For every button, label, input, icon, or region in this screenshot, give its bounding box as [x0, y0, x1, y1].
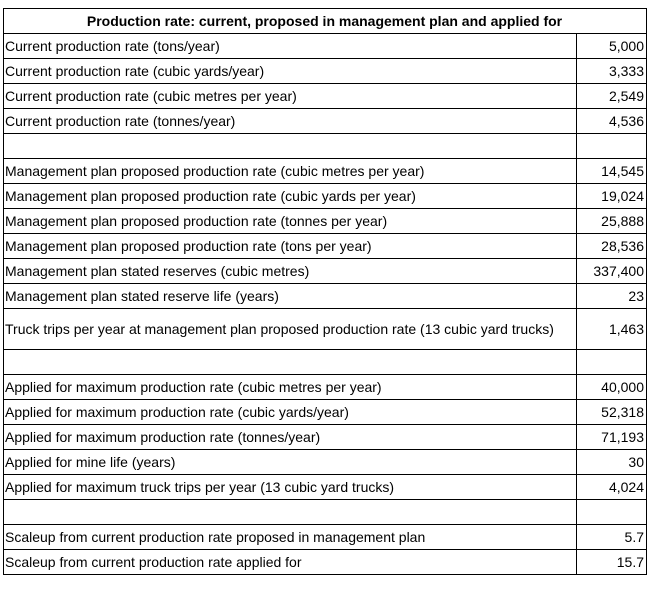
- row-label: Current production rate (cubic metres per year): [4, 84, 577, 109]
- row-value: 4,536: [577, 109, 647, 134]
- row-value: 3,333: [577, 59, 647, 84]
- row-label: Management plan proposed production rate (cubic yards per year): [4, 184, 577, 209]
- row-value: 28,536: [577, 234, 647, 259]
- row-label: Applied for maximum production rate (cubic yards/year): [4, 400, 577, 425]
- table-row: [4, 375, 647, 400]
- row-value: 30: [577, 450, 647, 475]
- row-label: Scaleup from current production rate applied for: [4, 550, 577, 575]
- row-label: Applied for maximum production rate (cubic metres per year): [4, 375, 577, 400]
- table-row: [4, 400, 647, 425]
- row-label: Management plan stated reserve life (years): [4, 284, 577, 309]
- table-row: [4, 59, 647, 84]
- row-value: 19,024: [577, 184, 647, 209]
- row-value: 337,400: [577, 259, 647, 284]
- table-row: [4, 425, 647, 450]
- table-row: [4, 525, 647, 550]
- table-row: [4, 309, 647, 350]
- table-row: [4, 550, 647, 575]
- row-value: 23: [577, 284, 647, 309]
- row-label: Management plan proposed production rate (tonnes per year): [4, 209, 577, 234]
- table-row: [4, 234, 647, 259]
- row-value: 52,318: [577, 400, 647, 425]
- spacer-row: [4, 350, 647, 375]
- production-rate-sheet: [3, 8, 646, 575]
- row-value: 5.7: [577, 525, 647, 550]
- table-row: [4, 159, 647, 184]
- table-row: [4, 184, 647, 209]
- table-row: [4, 284, 647, 309]
- row-label: Applied for maximum truck trips per year (13 cubic yard trucks): [4, 475, 577, 500]
- row-value: 15.7: [577, 550, 647, 575]
- row-value: 5,000: [577, 34, 647, 59]
- row-value: 1,463: [577, 309, 647, 350]
- spacer-cell: [4, 134, 577, 159]
- row-label: Current production rate (tons/year): [4, 34, 577, 59]
- production-rate-table: [3, 8, 647, 575]
- spacer-cell: [577, 350, 647, 375]
- spacer-cell: [577, 500, 647, 525]
- table-row: [4, 450, 647, 475]
- table-title: Production rate: current, proposed in management plan and applied for: [4, 9, 647, 34]
- row-label: Scaleup from current production rate proposed in management plan: [4, 525, 577, 550]
- table-body: [4, 34, 647, 575]
- row-value: 71,193: [577, 425, 647, 450]
- table-row: [4, 84, 647, 109]
- row-label: Current production rate (cubic yards/year): [4, 59, 577, 84]
- spacer-cell: [4, 350, 577, 375]
- row-value: 2,549: [577, 84, 647, 109]
- row-label: Management plan stated reserves (cubic metres): [4, 259, 577, 284]
- table-row: [4, 259, 647, 284]
- row-label: Truck trips per year at management plan proposed production rate (13 cubic yard trucks): [4, 309, 577, 350]
- row-label: Management plan proposed production rate (tons per year): [4, 234, 577, 259]
- spacer-cell: [577, 134, 647, 159]
- row-value: 25,888: [577, 209, 647, 234]
- table-title-row: [4, 9, 647, 34]
- table-row: [4, 475, 647, 500]
- row-value: 40,000: [577, 375, 647, 400]
- row-label: Management plan proposed production rate (cubic metres per year): [4, 159, 577, 184]
- row-label: Applied for maximum production rate (tonnes/year): [4, 425, 577, 450]
- table-row: [4, 34, 647, 59]
- row-value: 4,024: [577, 475, 647, 500]
- spacer-cell: [4, 500, 577, 525]
- table-row: [4, 109, 647, 134]
- table-row: [4, 209, 647, 234]
- spacer-row: [4, 134, 647, 159]
- row-label: Applied for mine life (years): [4, 450, 577, 475]
- row-value: 14,545: [577, 159, 647, 184]
- row-label: Current production rate (tonnes/year): [4, 109, 577, 134]
- spacer-row: [4, 500, 647, 525]
